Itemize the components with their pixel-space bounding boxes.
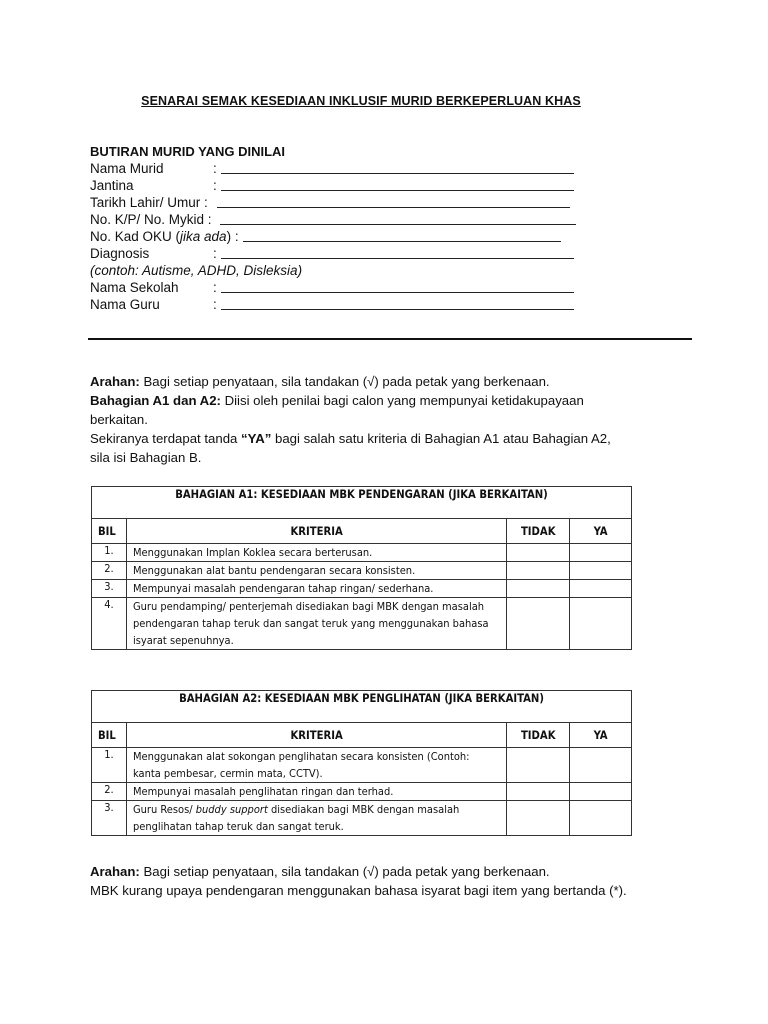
nama-guru-input-line[interactable] (221, 296, 574, 310)
kad-oku-label-end: ) : (226, 229, 239, 244)
student-details-section (90, 143, 590, 313)
row-number: 3. (92, 580, 127, 598)
table-a1-title: BAHAGIAN A1: KESEDIAAN MBK PENDENGARAN (JIKA BERKAITAN) (92, 487, 632, 519)
field-tarikh-lahir (90, 194, 590, 211)
header-kriteria: KRITERIA (126, 723, 506, 748)
ya-checkbox[interactable] (570, 801, 632, 836)
table-a2 (91, 690, 632, 836)
field-colon: : (213, 280, 217, 295)
tidak-checkbox[interactable] (507, 598, 570, 650)
arahan-label: Arahan: (90, 864, 140, 879)
field-label: Nama Guru (90, 297, 160, 312)
field-kad-oku (90, 228, 590, 245)
row-criteria: Guru pendamping/ penterjemah disediakan bagi MBK dengan masalah pendengaran tahap teruk dan sangat teruk yang menggunakan bahasa isyarat sepenuhnya. (126, 598, 506, 650)
arahan-line (90, 372, 630, 391)
field-mykid (90, 211, 590, 228)
kad-oku-label-start: No. Kad OKU ( (90, 229, 181, 244)
arahan-text: Bagi setiap penyataan, sila tandakan (√) pada petak yang berkenaan. (139, 374, 550, 389)
field-colon: : (213, 178, 217, 193)
row-number: 1. (92, 544, 127, 562)
tidak-checkbox[interactable] (507, 562, 570, 580)
bahagian-text: Diisi oleh penilai bagi calon yang mempunyai ketidakupayaan berkaitan. (90, 393, 584, 427)
tidak-checkbox[interactable] (507, 580, 570, 598)
row-criteria: Menggunakan Implan Koklea secara berterusan. (126, 544, 506, 562)
field-colon: : (213, 246, 217, 261)
table-row (92, 598, 632, 650)
field-label: Diagnosis (90, 246, 150, 261)
field-diagnosis (90, 245, 590, 262)
header-tidak: TIDAK (507, 519, 570, 544)
table-row (92, 562, 632, 580)
nama-sekolah-input-line[interactable] (221, 279, 574, 293)
sekiranya-pre: Sekiranya terdapat tanda (90, 431, 242, 446)
header-bil: BIL (92, 723, 127, 748)
sekiranya-line (90, 429, 630, 467)
table-row (92, 801, 632, 836)
header-tidak: TIDAK (507, 723, 570, 748)
arahan-label: Arahan: (90, 374, 140, 389)
row-number: 2. (92, 783, 127, 801)
field-label: Jantina (90, 178, 134, 193)
row-criteria: Mempunyai masalah pendengaran tahap ringan/ sederhana. (126, 580, 506, 598)
field-colon: : (213, 161, 217, 176)
tidak-checkbox[interactable] (507, 783, 570, 801)
field-label: Nama Murid (90, 161, 164, 176)
table-row (92, 783, 632, 801)
arahan-text: Bagi setiap penyataan, sila tandakan (√) pada petak yang berkenaan. (139, 864, 550, 879)
row-criteria (126, 801, 506, 836)
field-label: Tarikh Lahir/ Umur : (90, 195, 208, 210)
tidak-checkbox[interactable] (507, 801, 570, 836)
row-number: 2. (92, 562, 127, 580)
ya-checkbox[interactable] (570, 544, 632, 562)
row-number: 4. (92, 598, 127, 650)
diagnosis-example-note: (contoh: Autisme, ADHD, Disleksia) (90, 263, 303, 278)
row-number: 1. (92, 748, 127, 783)
row-number: 3. (92, 801, 127, 836)
details-heading: BUTIRAN MURID YANG DINILAI (90, 144, 286, 159)
row-criteria: Menggunakan alat bantu pendengaran secara konsisten. (126, 562, 506, 580)
field-label: No. K/P/ No. Mykid : (90, 212, 212, 227)
field-nama-murid (90, 160, 590, 177)
field-jantina (90, 177, 590, 194)
header-ya: YA (570, 519, 632, 544)
ya-checkbox[interactable] (570, 598, 632, 650)
field-nama-guru (90, 296, 590, 313)
tidak-checkbox[interactable] (507, 544, 570, 562)
kad-oku-input-line[interactable] (243, 228, 561, 242)
ya-checkbox[interactable] (570, 580, 632, 598)
sekiranya-bold: “YA” (241, 431, 272, 446)
ya-checkbox[interactable] (570, 562, 632, 580)
kad-oku-label-italic: jika ada (180, 229, 227, 244)
row-criteria: Mempunyai masalah penglihatan ringan dan terhad. (126, 783, 506, 801)
header-ya: YA (570, 723, 632, 748)
diagnosis-input-line[interactable] (221, 245, 574, 259)
instructions-bottom (90, 862, 670, 900)
page-title: SENARAI SEMAK KESEDIAAN INKLUSIF MURID BERKEPERLUAN KHAS (141, 94, 581, 108)
header-kriteria: KRITERIA (126, 519, 506, 544)
table-row (92, 580, 632, 598)
ya-checkbox[interactable] (570, 748, 632, 783)
row-criteria: Menggunakan alat sokongan penglihatan secara konsisten (Contoh: kanta pembesar, cermin mata, CCTV). (126, 748, 506, 783)
jantina-input-line[interactable] (221, 177, 574, 191)
field-label (90, 228, 239, 245)
tidak-checkbox[interactable] (507, 748, 570, 783)
criteria-text-italic: buddy support (195, 803, 268, 816)
bahagian-label: Bahagian A1 dan A2: (90, 393, 221, 408)
table-row (92, 748, 632, 783)
criteria-text-end: disediakan bagi MBK dengan masalah penglihatan tahap teruk dan sangat teruk. (132, 803, 460, 833)
sign-language-note: MBK kurang upaya pendengaran menggunakan bahasa isyarat bagi item yang bertanda (*). (90, 883, 627, 898)
bahagian-line (90, 391, 630, 429)
header-bil: BIL (92, 519, 127, 544)
table-row (92, 544, 632, 562)
ya-checkbox[interactable] (570, 783, 632, 801)
table-a1 (91, 486, 632, 650)
instructions-top (90, 372, 630, 467)
nama-murid-input-line[interactable] (221, 160, 574, 174)
section-divider (88, 338, 692, 340)
mykid-input-line[interactable] (220, 211, 576, 225)
field-colon: : (213, 297, 217, 312)
tarikh-lahir-input-line[interactable] (217, 194, 570, 208)
field-nama-sekolah (90, 279, 590, 296)
criteria-text-start: Guru Resos/ (132, 803, 196, 816)
field-label: Nama Sekolah (90, 280, 179, 295)
sekiranya-post: bagi salah satu kriteria di Bahagian A1 atau Bahagian A2, sila isi Bahagian B. (90, 431, 611, 465)
arahan-line (90, 862, 670, 881)
table-a2-title: BAHAGIAN A2: KESEDIAAN MBK PENGLIHATAN (JIKA BERKAITAN) (92, 691, 632, 723)
